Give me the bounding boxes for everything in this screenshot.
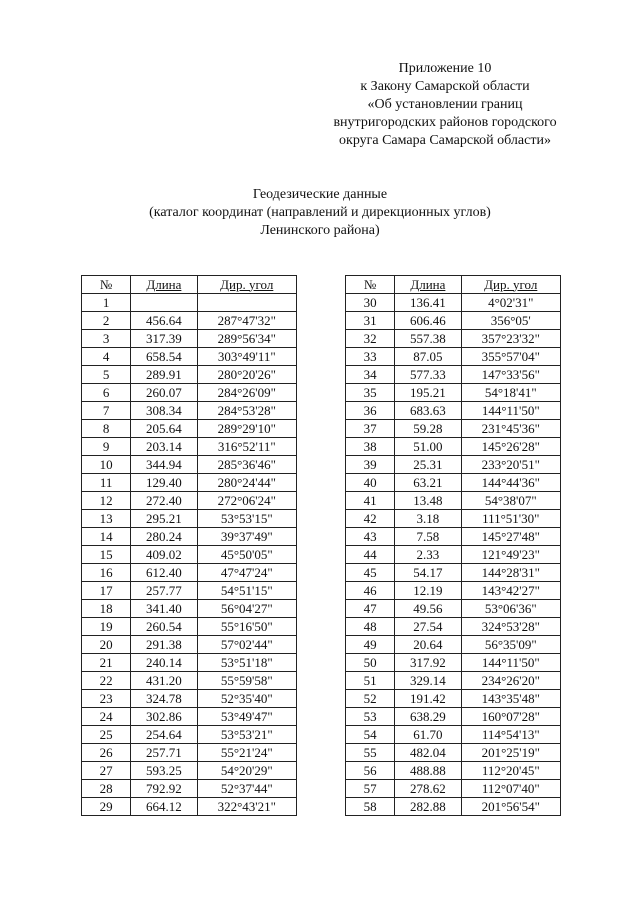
cell-angle: 52°37'44" [197,780,296,798]
cell-number: 43 [346,528,395,546]
cell-length: 344.94 [131,456,197,474]
cell-length: 317.39 [131,330,197,348]
coordinates-table-left [81,275,297,816]
cell-length: 27.54 [395,618,461,636]
table-header-row [346,276,561,294]
cell-length: 593.25 [131,762,197,780]
cell-angle: 147°33'56" [461,366,560,384]
cell-length [131,294,197,312]
table-row [82,528,297,546]
cell-length: 87.05 [395,348,461,366]
cell-angle: 144°11'50" [461,402,560,420]
cell-angle: 54°51'15" [197,582,296,600]
cell-number: 5 [82,366,131,384]
cell-number: 22 [82,672,131,690]
cell-length: 341.40 [131,600,197,618]
cell-length: 456.64 [131,312,197,330]
cell-number: 24 [82,708,131,726]
table-row [82,672,297,690]
cell-angle: 322°43'21" [197,798,296,816]
cell-number: 25 [82,726,131,744]
table-row [82,762,297,780]
cell-number: 3 [82,330,131,348]
table-row [82,636,297,654]
cell-angle: 4°02'31" [461,294,560,312]
cell-number: 8 [82,420,131,438]
cell-length: 329.14 [395,672,461,690]
cell-length: 280.24 [131,528,197,546]
cell-angle: 55°59'58" [197,672,296,690]
cell-length: 20.64 [395,636,461,654]
cell-angle: 316°52'11" [197,438,296,456]
table-row [346,690,561,708]
cell-length: 289.91 [131,366,197,384]
table-header-row [82,276,297,294]
cell-angle: 53°49'47" [197,708,296,726]
cell-number: 20 [82,636,131,654]
cell-angle: 144°11'50" [461,654,560,672]
cell-length: 12.19 [395,582,461,600]
table-row [82,348,297,366]
table-row [82,330,297,348]
cell-length: 295.21 [131,510,197,528]
table-row [346,582,561,600]
cell-angle: 324°53'28" [461,618,560,636]
table-row [82,654,297,672]
cell-number: 36 [346,402,395,420]
cell-length: 136.41 [395,294,461,312]
cell-angle: 234°26'20" [461,672,560,690]
header-angle: Дир. угол [197,276,296,294]
cell-length: 257.77 [131,582,197,600]
cell-number: 46 [346,582,395,600]
cell-number: 56 [346,762,395,780]
cell-number: 10 [82,456,131,474]
appendix-line: «Об установлении границ [367,97,523,112]
cell-angle: 57°02'44" [197,636,296,654]
cell-number: 15 [82,546,131,564]
table-row [82,420,297,438]
header-number: № [82,276,131,294]
cell-angle: 121°49'23" [461,546,560,564]
table-row [346,366,561,384]
cell-number: 34 [346,366,395,384]
table-row [346,294,561,312]
cell-angle: 233°20'51" [461,456,560,474]
header-number: № [346,276,395,294]
table-row [346,618,561,636]
cell-number: 45 [346,564,395,582]
cell-number: 9 [82,438,131,456]
cell-length: 49.56 [395,600,461,618]
cell-angle: 53°53'21" [197,726,296,744]
cell-number: 33 [346,348,395,366]
cell-number: 58 [346,798,395,816]
cell-angle: 144°44'36" [461,474,560,492]
cell-angle: 287°47'32" [197,312,296,330]
cell-number: 52 [346,690,395,708]
cell-length: 683.63 [395,402,461,420]
appendix-line: внутригородских районов городского [333,115,557,130]
cell-length: 278.62 [395,780,461,798]
cell-number: 19 [82,618,131,636]
cell-length: 638.29 [395,708,461,726]
table-row [346,744,561,762]
cell-length: 7.58 [395,528,461,546]
cell-angle: 303°49'11" [197,348,296,366]
title-line: Геодезические данные [252,187,388,202]
table-row [346,528,561,546]
table-row [346,348,561,366]
cell-length: 302.86 [131,708,197,726]
document-title [90,186,550,240]
cell-number: 40 [346,474,395,492]
cell-length: 409.02 [131,546,197,564]
table-row [82,618,297,636]
table-row [346,600,561,618]
cell-number: 12 [82,492,131,510]
table-row [82,564,297,582]
cell-number: 30 [346,294,395,312]
cell-number: 27 [82,762,131,780]
table-row [346,312,561,330]
table-row [82,798,297,816]
cell-length: 291.38 [131,636,197,654]
cell-angle: 357°23'32" [461,330,560,348]
table-row [346,438,561,456]
table-row [82,600,297,618]
cell-number: 6 [82,384,131,402]
cell-number: 21 [82,654,131,672]
cell-angle: 145°27'48" [461,528,560,546]
table-row [346,510,561,528]
cell-angle: 112°20'45" [461,762,560,780]
cell-angle: 53°06'36" [461,600,560,618]
cell-length: 205.64 [131,420,197,438]
cell-length: 658.54 [131,348,197,366]
table-row [82,312,297,330]
table-row [346,492,561,510]
cell-number: 11 [82,474,131,492]
cell-length: 54.17 [395,564,461,582]
cell-length: 488.88 [395,762,461,780]
cell-length: 577.33 [395,366,461,384]
cell-length: 324.78 [131,690,197,708]
cell-number: 42 [346,510,395,528]
cell-length: 664.12 [131,798,197,816]
table-row [82,582,297,600]
table-row [82,546,297,564]
cell-number: 39 [346,456,395,474]
cell-angle: 280°24'44" [197,474,296,492]
table-row [82,456,297,474]
cell-angle: 280°20'26" [197,366,296,384]
cell-length: 254.64 [131,726,197,744]
cell-angle: 55°16'50" [197,618,296,636]
cell-number: 17 [82,582,131,600]
cell-angle: 55°21'24" [197,744,296,762]
header-angle: Дир. угол [461,276,560,294]
cell-number: 38 [346,438,395,456]
cell-angle: 289°29'10" [197,420,296,438]
cell-length: 431.20 [131,672,197,690]
cell-length: 282.88 [395,798,461,816]
cell-length: 13.48 [395,492,461,510]
table-row [346,798,561,816]
cell-length: 257.71 [131,744,197,762]
table-row [82,384,297,402]
cell-number: 57 [346,780,395,798]
cell-length: 260.07 [131,384,197,402]
title-line: Ленинского района) [260,223,380,238]
cell-angle [197,294,296,312]
cell-length: 203.14 [131,438,197,456]
cell-angle: 144°28'31" [461,564,560,582]
cell-number: 32 [346,330,395,348]
cell-number: 54 [346,726,395,744]
cell-angle: 355°57'04" [461,348,560,366]
cell-length: 606.46 [395,312,461,330]
cell-number: 14 [82,528,131,546]
cell-angle: 145°26'28" [461,438,560,456]
cell-angle: 356°05' [461,312,560,330]
table-row [346,402,561,420]
cell-angle: 143°42'27" [461,582,560,600]
coordinates-table-right [345,275,561,816]
cell-length: 308.34 [131,402,197,420]
cell-number: 2 [82,312,131,330]
table-row [82,294,297,312]
table-row [346,420,561,438]
cell-number: 41 [346,492,395,510]
cell-angle: 143°35'48" [461,690,560,708]
cell-length: 3.18 [395,510,461,528]
table-row [346,636,561,654]
cell-number: 1 [82,294,131,312]
cell-length: 482.04 [395,744,461,762]
table-row [346,546,561,564]
cell-angle: 56°35'09" [461,636,560,654]
cell-length: 129.40 [131,474,197,492]
cell-angle: 54°38'07" [461,492,560,510]
table-row [82,780,297,798]
cell-length: 317.92 [395,654,461,672]
cell-number: 23 [82,690,131,708]
cell-length: 792.92 [131,780,197,798]
cell-angle: 160°07'28" [461,708,560,726]
cell-angle: 52°35'40" [197,690,296,708]
table-row [346,456,561,474]
cell-length: 63.21 [395,474,461,492]
cell-angle: 112°07'40" [461,780,560,798]
table-row [346,564,561,582]
table-row [82,708,297,726]
cell-number: 35 [346,384,395,402]
table-row [346,726,561,744]
cell-number: 26 [82,744,131,762]
cell-angle: 284°26'09" [197,384,296,402]
cell-angle: 53°53'15" [197,510,296,528]
cell-angle: 114°54'13" [461,726,560,744]
cell-number: 50 [346,654,395,672]
table-row [346,330,561,348]
cell-angle: 201°25'19" [461,744,560,762]
cell-angle: 56°04'27" [197,600,296,618]
cell-number: 37 [346,420,395,438]
table-row [346,474,561,492]
cell-number: 13 [82,510,131,528]
table-row [82,744,297,762]
cell-angle: 231°45'36" [461,420,560,438]
table-row [82,438,297,456]
cell-number: 51 [346,672,395,690]
table-row [82,492,297,510]
appendix-line: к Закону Самарской области [360,79,530,94]
cell-number: 29 [82,798,131,816]
cell-length: 191.42 [395,690,461,708]
cell-angle: 111°51'30" [461,510,560,528]
cell-number: 31 [346,312,395,330]
cell-angle: 47°47'24" [197,564,296,582]
cell-length: 59.28 [395,420,461,438]
cell-angle: 201°56'54" [461,798,560,816]
table-row [82,726,297,744]
cell-number: 18 [82,600,131,618]
table-row [346,762,561,780]
cell-angle: 39°37'49" [197,528,296,546]
cell-number: 28 [82,780,131,798]
cell-angle: 53°51'18" [197,654,296,672]
cell-length: 557.38 [395,330,461,348]
table-row [346,384,561,402]
table-row [82,402,297,420]
table-row [346,780,561,798]
cell-number: 49 [346,636,395,654]
cell-angle: 285°36'46" [197,456,296,474]
table-row [346,654,561,672]
appendix-line: Приложение 10 [398,61,492,76]
cell-angle: 284°53'28" [197,402,296,420]
cell-number: 4 [82,348,131,366]
cell-angle: 272°06'24" [197,492,296,510]
cell-length: 612.40 [131,564,197,582]
header-length: Длина [131,276,197,294]
cell-number: 16 [82,564,131,582]
cell-angle: 54°18'41" [461,384,560,402]
cell-length: 51.00 [395,438,461,456]
table-row [82,510,297,528]
cell-length: 2.33 [395,546,461,564]
appendix-line: округа Самара Самарской области» [339,133,551,148]
cell-number: 44 [346,546,395,564]
cell-length: 61.70 [395,726,461,744]
cell-length: 25.31 [395,456,461,474]
table-row [346,708,561,726]
table-row [346,672,561,690]
cell-angle: 289°56'34" [197,330,296,348]
cell-number: 47 [346,600,395,618]
cell-number: 55 [346,744,395,762]
cell-length: 272.40 [131,492,197,510]
cell-angle: 45°50'05" [197,546,296,564]
cell-number: 53 [346,708,395,726]
title-line: (каталог координат (направлений и дирекционных углов) [149,205,491,220]
cell-length: 195.21 [395,384,461,402]
appendix-header [300,60,590,150]
cell-number: 48 [346,618,395,636]
header-length: Длина [395,276,461,294]
table-row [82,690,297,708]
table-row [82,366,297,384]
cell-length: 240.14 [131,654,197,672]
cell-number: 7 [82,402,131,420]
cell-length: 260.54 [131,618,197,636]
cell-angle: 54°20'29" [197,762,296,780]
table-row [82,474,297,492]
